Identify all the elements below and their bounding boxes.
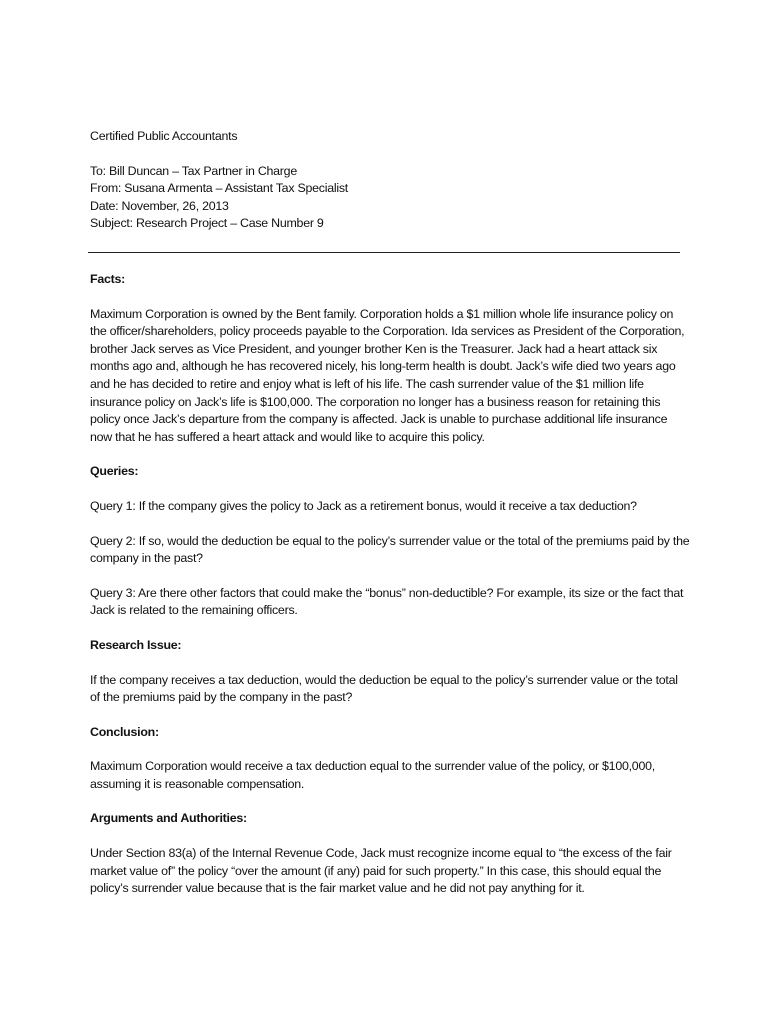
memo-from: From: Susana Armenta – Assistant Tax Specialist: [90, 181, 348, 196]
memo-subject: Subject: Research Project – Case Number 9: [90, 216, 324, 231]
research-issue-heading: Research Issue:: [90, 637, 182, 652]
conclusion-heading: Conclusion:: [90, 724, 159, 739]
arguments-text: Under Section 83(a) of the Internal Revenue Code, Jack must recognize income equal to “the excess of the fair market value of” the policy “over the amount (if any) paid for such property.” In this case, this should equal the policy’s surrender value because that is the fair market value and he did not pay anything for it.: [90, 846, 672, 896]
query-2: Query 2: If so, would the deduction be equal to the policy’s surrender value or the total of the premiums paid by the company in the past?: [90, 533, 690, 566]
facts-heading: Facts:: [90, 272, 125, 286]
memo-date: Date: November, 26, 2013: [90, 198, 229, 213]
conclusion-text: Maximum Corporation would receive a tax deduction equal to the surrender value of the policy, or $100,000, assuming it is reasonable compensation.: [90, 759, 655, 791]
firm-name: Certified Public Accountants: [90, 129, 238, 143]
queries-heading: Queries:: [90, 464, 139, 479]
memo-body: [90, 271, 690, 915]
memo-header: [90, 128, 690, 233]
query-3: Query 3: Are there other factors that could make the “bonus” non-deductible? For example, its size or the fact that Jack is related to the remaining officers.: [90, 585, 684, 618]
memo-to: To: Bill Duncan – Tax Partner in Charge: [90, 163, 297, 178]
arguments-heading: Arguments and Authorities:: [90, 811, 247, 826]
research-issue-text: If the company receives a tax deduction, would the deduction be equal to the policy’s surrender value or the total of the premiums paid by the company in the past?: [90, 672, 678, 705]
facts-text: Maximum Corporation is owned by the Bent family. Corporation holds a $1 million whole life insurance policy on the officer/shareholders, policy proceeds payable to the Corporation. Ida services as President of the Corporation, brother Jack serves as Vice President, and younger brother Ken is the Treasurer. Jack had a heart attack six months ago and, although he has recovered nicely, his long-term health is doubt. Jack’s wife died two years ago and he has decided to retire and enjoy what is left of his life. The cash surrender value of the $1 million life insurance policy on Jack’s life is $100,000. The corporation no longer has a business reason for retaining this policy once Jack’s departure from the company is affected. Jack is unable to purchase additional life insurance now that he has suffered a heart attack and would like to acquire this policy.: [90, 306, 685, 444]
header-divider: [88, 252, 680, 253]
query-1: Query 1: If the company gives the policy to Jack as a retirement bonus, would it receive a tax deduction?: [90, 498, 637, 513]
